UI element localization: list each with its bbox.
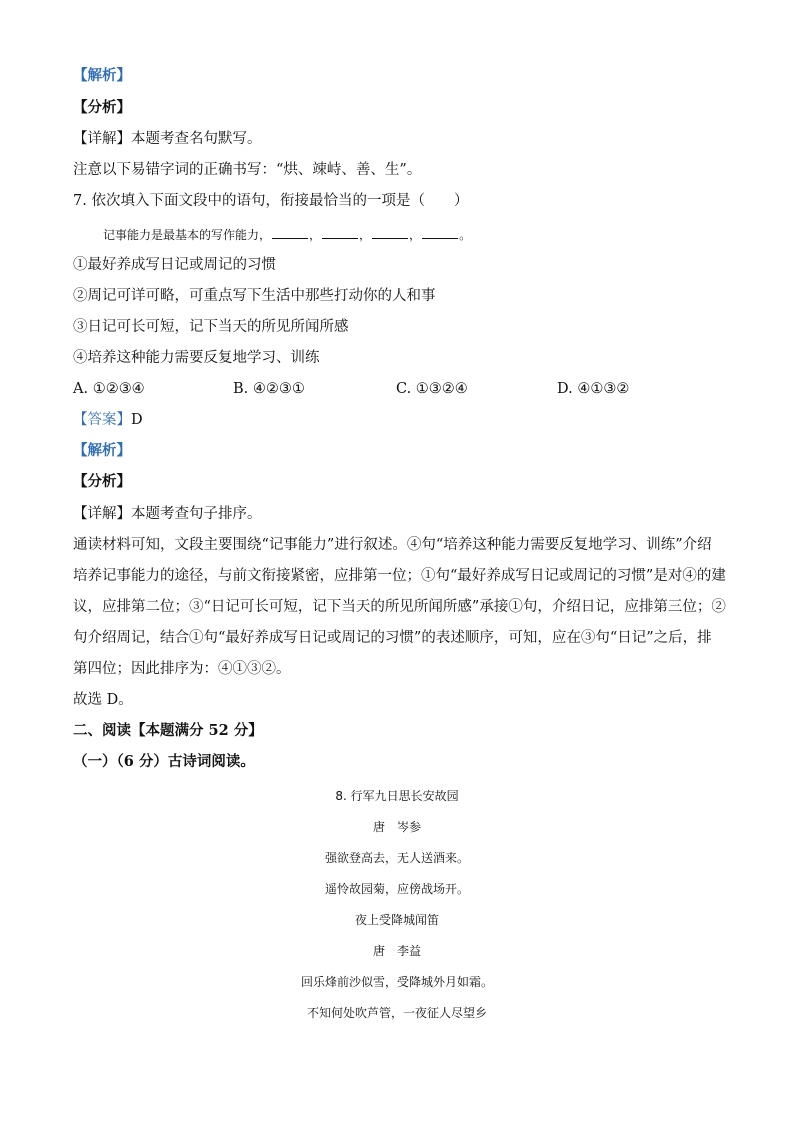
- option-d: D. ④①③②: [557, 381, 630, 397]
- poem1-title: 8. 行军九日思长安故园: [335, 789, 459, 803]
- sentence-4: ④培养这种能力需要反复地学习、训练: [73, 350, 320, 366]
- q7-detail: 【详解】本题考查句子排序。: [73, 506, 262, 522]
- sentence-3: ③日记可长可短，记下当天的所见所闻所感: [73, 319, 349, 335]
- poem2-title: 夜上受降城闻笛: [354, 913, 439, 927]
- answer-line: [73, 410, 143, 430]
- poem1-author: 唐 岑参: [372, 820, 421, 834]
- section-heading: 二、阅读【本题满分 52 分】: [73, 722, 263, 739]
- explain-line-2: 培养记事能力的途径，与前文衔接紧密，应排第一位；①句“最好养成写日记或周记的习惯”是对④的建: [73, 568, 726, 584]
- q7-passage-text: 记事能力是最基本的写作能力，: [103, 228, 272, 242]
- answer-value: D: [131, 412, 143, 428]
- analysis-label: 【解析】: [73, 67, 131, 84]
- blank-3: [372, 226, 408, 239]
- explain-line-4: 句介绍周记，结合①句“最好养成写日记或周记的习惯”的表述顺序，可知，应在③句“日记”之后，排: [73, 630, 712, 646]
- q7-stem: 7. 依次填入下面文段中的语句，衔接最恰当的一项是（ ）: [73, 193, 469, 209]
- sentence-2: ②周记可详可略，可重点写下生活中那些打动你的人和事: [73, 288, 436, 304]
- answer-label: 【答案】: [73, 412, 131, 428]
- q7-fenxi-label: 【分析】: [73, 473, 131, 490]
- explain-line-3: 议，应排第二位；③“日记可长可短，记下当天的所见所闻所感”承接①句，介绍日记，应排第三位；②: [73, 599, 726, 615]
- conclusion: 故选 D。: [73, 692, 133, 708]
- poem1-line-1: 强欲登高去，无人送酒来。: [324, 851, 469, 865]
- explain-line-1: 通读材料可知，文段主要围绕“记事能力”进行叙述。④句“培养这种能力需要反复地学习、训练”介绍: [73, 537, 712, 553]
- detail-q6: 【详解】本题考查名句默写。: [73, 131, 262, 147]
- blank-2: [322, 226, 358, 239]
- poem2-line-2: 不知何处吹芦管，一夜征人尽望乡: [306, 1006, 487, 1020]
- option-a: A. ①②③④: [73, 381, 145, 397]
- explain-line-5: 第四位；因此排序为：④①③②。: [73, 661, 291, 677]
- section-sub-heading: （一）（6 分）古诗词阅读。: [73, 753, 255, 770]
- q7-passage-end: 。: [459, 228, 472, 242]
- blank-4: [422, 226, 458, 239]
- option-c: C. ①③②④: [396, 381, 468, 397]
- q7-analysis-label: 【解析】: [73, 442, 131, 459]
- fenxi-label: 【分析】: [73, 99, 131, 116]
- poem2-line-1: 回乐烽前沙似雪，受降城外月如霜。: [300, 975, 493, 989]
- q7-passage: 记事能力是最基本的写作能力， ， ， ， 。: [103, 228, 472, 242]
- note-q6: 注意以下易错字词的正确书写：“烘、竦峙、善、生”。: [73, 162, 422, 178]
- poem1-line-2: 遥怜故园菊，应傍战场开。: [324, 882, 469, 896]
- poem2-author: 唐 李益: [372, 944, 421, 958]
- sentence-1: ①最好养成写日记或周记的习惯: [73, 257, 276, 273]
- blank-1: [272, 226, 308, 239]
- option-b: B. ④②③①: [233, 381, 305, 397]
